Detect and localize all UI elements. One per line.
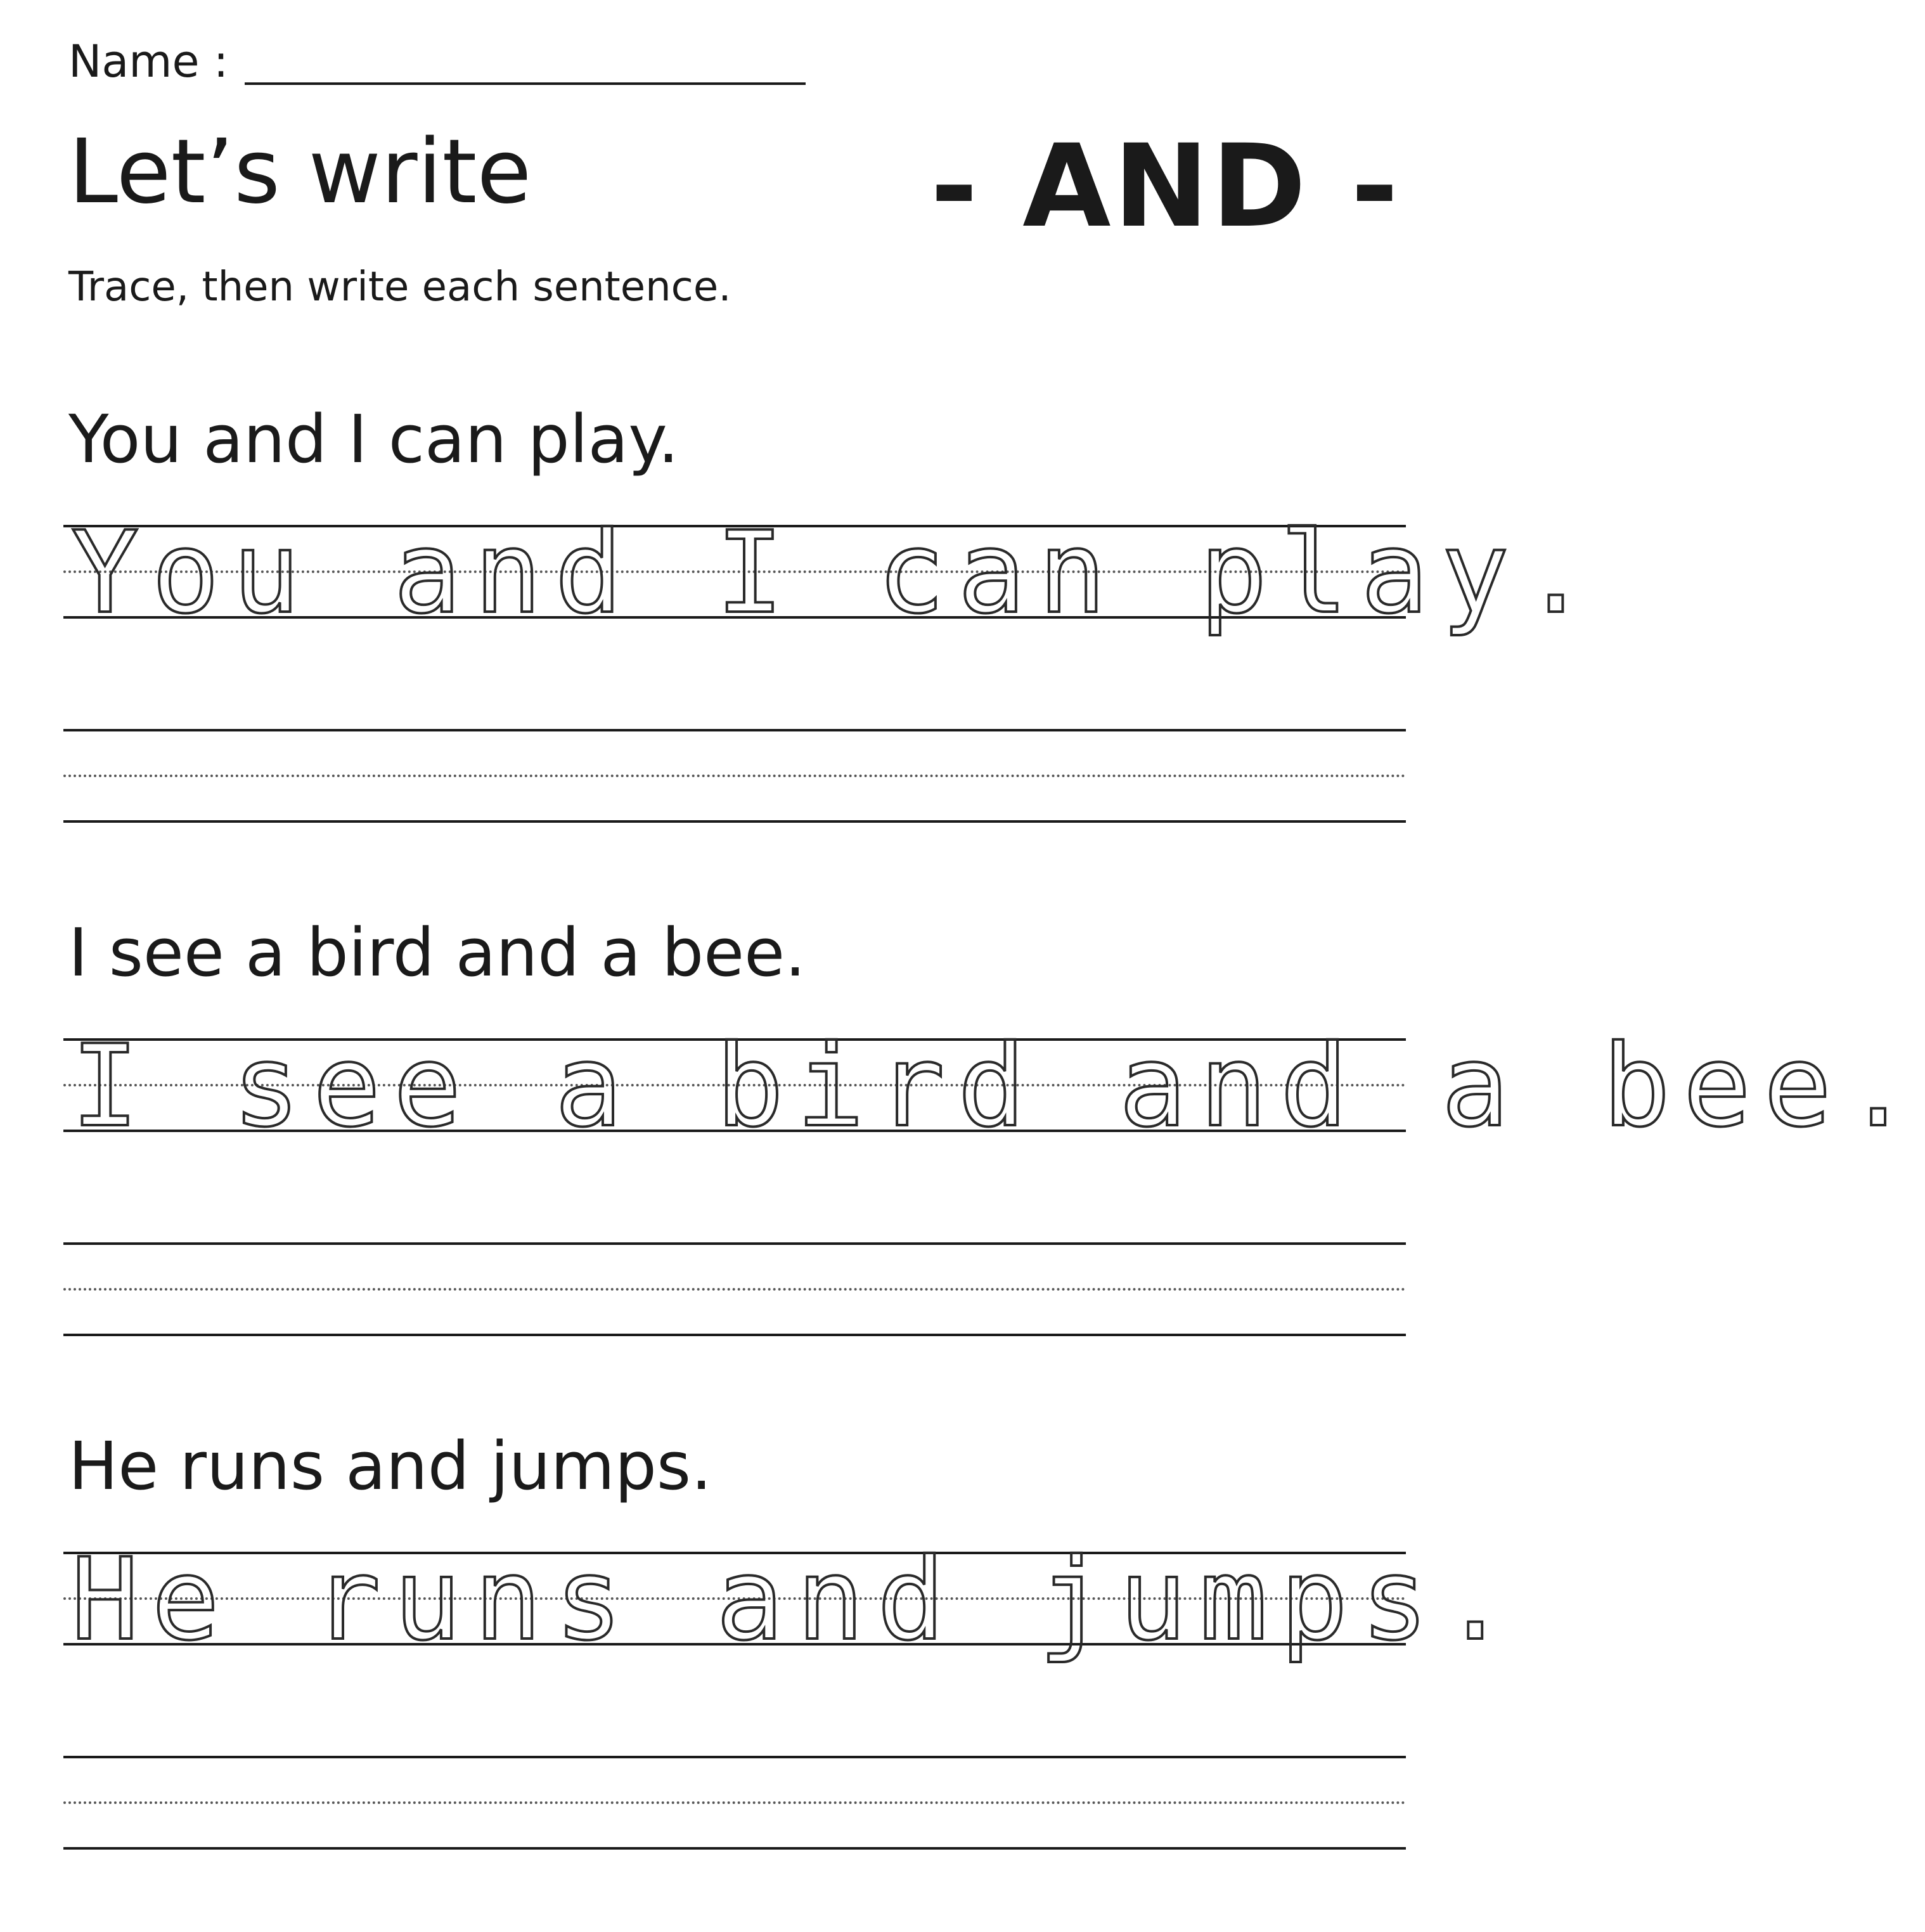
name-label: Name :: [68, 35, 229, 87]
sentence-section-1: [0, 398, 1603, 905]
trace-lines[interactable]: [63, 1021, 1925, 1152]
top-line: [63, 1756, 1406, 1758]
top-line: [63, 729, 1406, 731]
trace-text-wrap: [63, 1534, 1522, 1716]
name-write-line[interactable]: [245, 82, 806, 85]
base-line: [63, 1847, 1406, 1850]
sight-word: - AND -: [930, 120, 1401, 253]
top-line: [63, 1242, 1406, 1245]
mid-line: [63, 1801, 1406, 1804]
sentence-prompt: You and I can play.: [68, 401, 679, 478]
trace-lines[interactable]: [63, 507, 1603, 638]
write-lines[interactable]: [63, 1242, 1406, 1336]
sentence-section-2: [0, 911, 1925, 1419]
sentence-prompt: I see a bird and a bee.: [68, 914, 806, 991]
trace-text: He runs and jumps.: [71, 1534, 1522, 1665]
base-line: [63, 820, 1406, 823]
trace-text: I see a bird and a bee.: [71, 1021, 1925, 1152]
mid-line: [63, 775, 1406, 777]
mid-line: [63, 1288, 1406, 1291]
page-title: Let’s write: [68, 120, 532, 224]
base-line: [63, 1334, 1406, 1336]
trace-text-wrap: [63, 1021, 1925, 1203]
sentence-section-3: [0, 1425, 1522, 1932]
trace-text-wrap: [63, 507, 1603, 690]
write-lines[interactable]: [63, 1756, 1406, 1850]
trace-lines[interactable]: [63, 1534, 1522, 1665]
write-lines[interactable]: [63, 729, 1406, 823]
instructions: Trace, then write each sentence.: [68, 264, 731, 311]
trace-text: You and I can play.: [71, 507, 1603, 638]
sentence-prompt: He runs and jumps.: [68, 1427, 712, 1505]
